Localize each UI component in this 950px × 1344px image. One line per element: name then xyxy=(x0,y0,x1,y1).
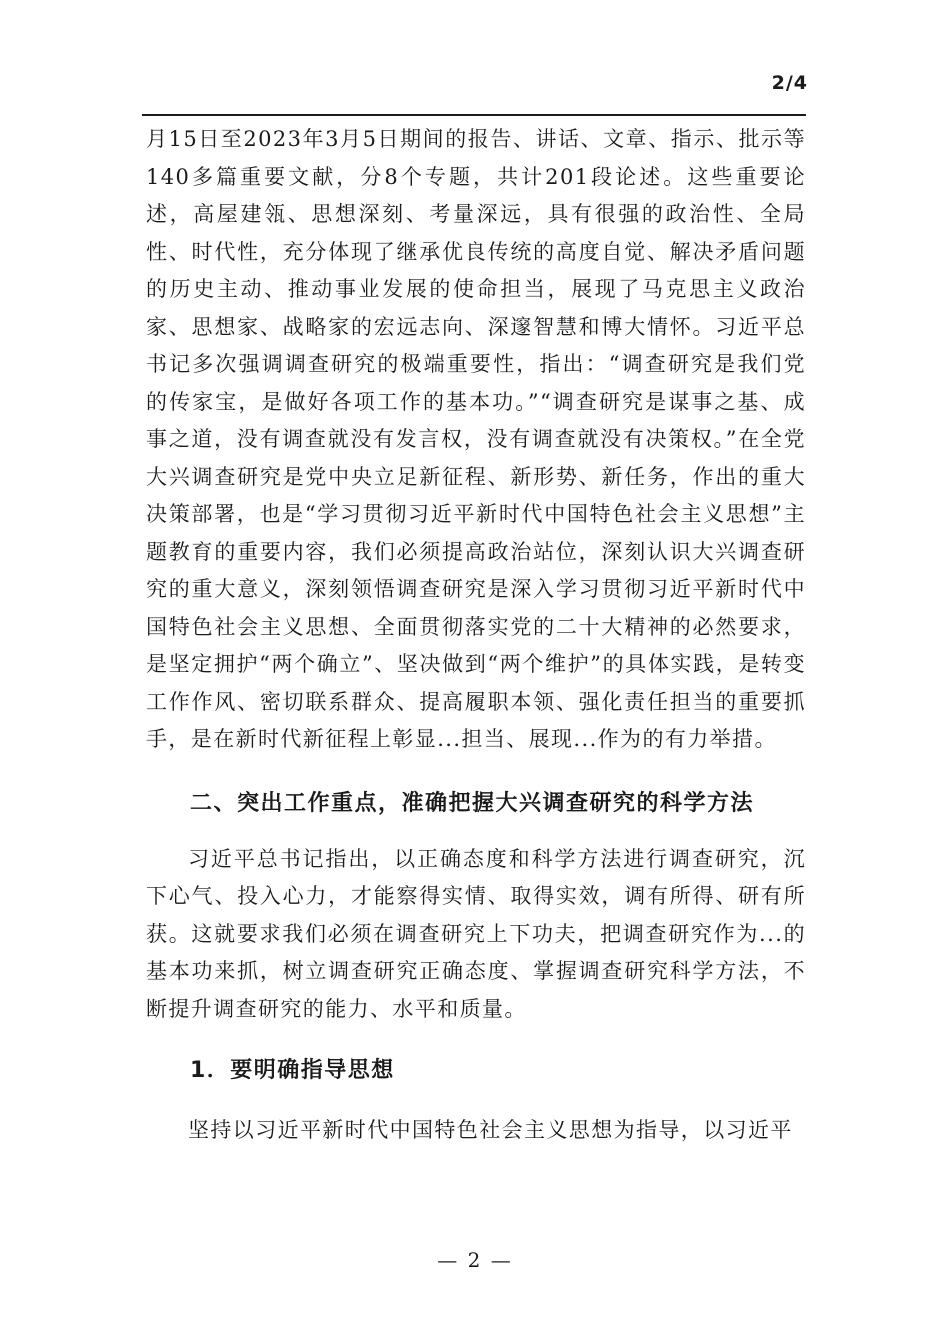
body-paragraph-continued: 月15日至2023年3月5日期间的报告、讲话、文章、指示、批示等140多篇重要文献，分8个专题，共计201段论述。这些重要论述，高屋建瓴、思想深刻、考量深远，具有很强的政治性、全局性、时代性，充分体现了继承优良传统的高度自觉、解决矛盾问题的历史主动、推动事业发展的使命担当，展现了马克思主义政治家、思想家、战略家的宏远志向、深邃智慧和博大情怀。习近平总书记多次强调调查研究的极端重要性，指出：“调查研究是我们党的传家宝，是做好各项工作的基本功。”“调查研究是谋事之基、成事之道，没有调查就没有发言权，没有调查就没有决策权。”在全党大兴调查研究是党中央立足新征程、新形势、新任务，作出的重大决策部署，也是“学习贯彻习近平新时代中国特色社会主义思想”主题教育的重要内容，我们必须提高政治站位，深刻认识大兴调查研究的重大意义，深刻领悟调查研究是深入学习贯彻习近平新时代中国特色社会主义思想、全面贯彻落实党的二十大精神的必然要求，是坚定拥护“两个确立”、坚决做到“两个维护”的具体实践，是转变工作作风、密切联系群众、提高履职本领、强化责任担当的重要抓手，是在新时代新征程上彰显...担当、展现...作为的有力举措。 xyxy=(146,127,806,751)
subsection-heading: 1．要明确指导思想 xyxy=(190,1058,395,1083)
page-counter: 2/4 xyxy=(771,72,808,94)
page-number-footer: — 2 — xyxy=(437,1248,513,1272)
section-heading: 二、突出工作重点，准确把握大兴调查研究的科学方法 xyxy=(190,790,755,816)
header-rule xyxy=(142,114,806,116)
body-paragraph: 坚持以习近平新时代中国特色社会主义思想为指导，以习近平 xyxy=(188,1118,793,1142)
body-paragraph: 习近平总书记指出，以正确态度和科学方法进行调查研究，沉下心气、投入心力，才能察得实情、取得实效，调有所得、研有所获。这就要求我们必须在调查研究上下功夫，把调查研究作为...的基本功来抓，树立调查研究正确态度、掌握调查研究科学方法，不断提升调查研究的能力、水平和质量。 xyxy=(146,846,806,1021)
document-body xyxy=(146,121,806,1150)
